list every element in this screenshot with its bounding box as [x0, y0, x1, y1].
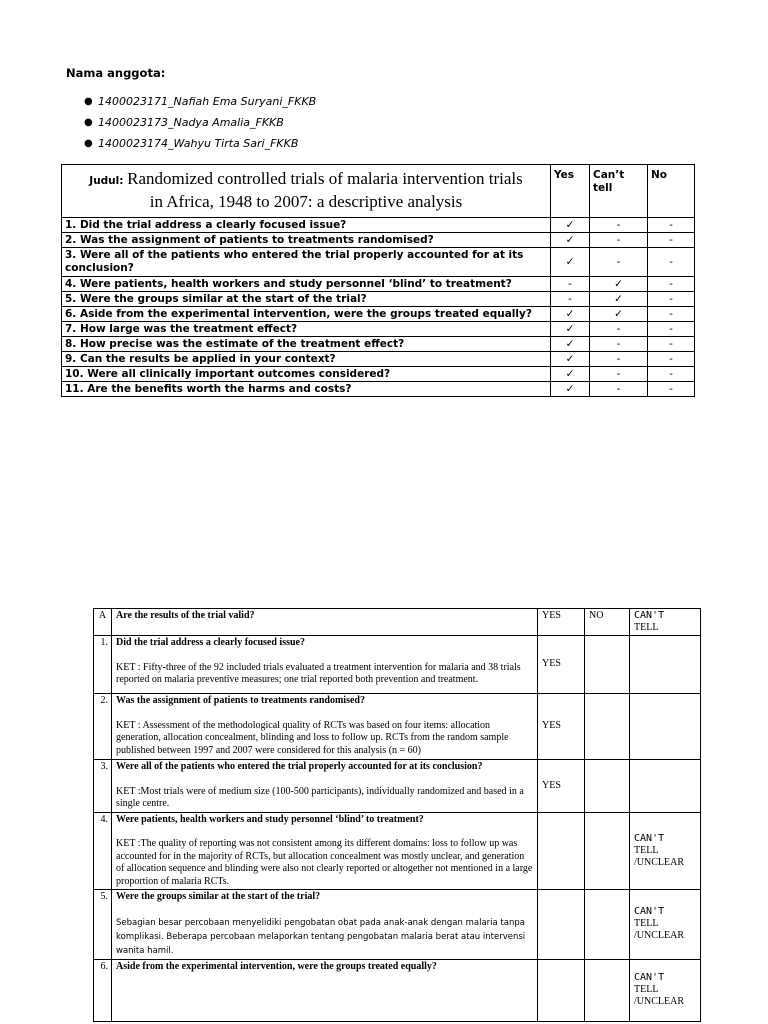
- no-cell: -: [648, 277, 695, 292]
- row-content: [112, 636, 538, 694]
- question-cell: 10. Were all clinically important outcomes considered?: [62, 367, 551, 382]
- question-cell: 4. Were patients, health workers and study personnel ‘blind’ to treatment?: [62, 277, 551, 292]
- question-cell: 2. Was the assignment of patients to treatments randomised?: [62, 233, 551, 248]
- tell-label: TELL: [634, 918, 659, 930]
- checklist-row: [62, 337, 695, 352]
- question-cell: 3. Were all of the patients who entered the trial properly accounted for at its conclusion?: [62, 248, 551, 277]
- cant-label: CAN'T: [634, 906, 665, 918]
- row-question: Was the assignment of patients to treatments randomised?: [116, 695, 365, 706]
- row-ket: Sebagian besar percobaan menyelidiki pengobatan obat pada anak-anak dengan malaria tanpa komplikasi. Beberapa percobaan melaporkan tentang pengobatan malaria berat atau intervensi wanita hamil.: [116, 917, 526, 956]
- member-name: 1400023173_Nadya Amalia_FKKB: [98, 116, 284, 129]
- yes-cell: ✓: [551, 218, 590, 233]
- row-no: [585, 959, 630, 1021]
- paper-title-line-2: in Africa, 1948 to 2007: a descriptive analysis: [149, 192, 463, 211]
- row-cant-tell: [630, 890, 701, 960]
- question-cell: 8. How precise was the estimate of the treatment effect?: [62, 337, 551, 352]
- appraisal-row: [94, 760, 701, 813]
- member-item: [84, 94, 316, 115]
- paper-title-line-1: Randomized controlled trials of malaria intervention trials: [127, 169, 523, 188]
- yes-cell: ✓: [551, 322, 590, 337]
- checklist-row: [62, 322, 695, 337]
- cant-tell-cell: -: [590, 233, 648, 248]
- row-question: Were all of the patients who entered the trial properly accounted for at its conclusion?: [116, 761, 483, 772]
- cant-tell-cell: -: [590, 352, 648, 367]
- cant-tell-cell: -: [590, 248, 648, 277]
- row-yes: [538, 959, 585, 1021]
- col-yes-header: Yes: [551, 165, 590, 218]
- row-content: [112, 760, 538, 813]
- unclear-label: /UNCLEAR: [634, 930, 684, 942]
- row-ket: KET :The quality of reporting was not consistent among its different domains: loss to follow up was accounted for in the majority of RCTs, but allocation concealment was mostly unclear, and generation of allocation sequence and blinding were also not clearly reported or altogether not mentioned in a large proportion of malaria RCTs.: [116, 838, 533, 887]
- row-content: [112, 959, 538, 1021]
- row-no: [585, 890, 630, 960]
- row-ket: KET : Fifty-three of the 92 included trials evaluated a treatment intervention for malaria and 38 trials reported on malaria preventive measures; one trial reported both prevention and treatment.: [116, 661, 521, 685]
- cant-label: CAN'T: [634, 972, 665, 983]
- section-question-text: Are the results of the trial valid?: [116, 610, 255, 621]
- header-yes: YES: [538, 609, 585, 636]
- row-content: [112, 812, 538, 890]
- row-number: 3.: [94, 760, 112, 813]
- row-content: [112, 890, 538, 960]
- header-tell-label: TELL: [634, 622, 659, 633]
- appraisal-row: [94, 694, 701, 760]
- judul-cell: [62, 165, 551, 218]
- member-name: 1400023171_Nafiah Ema Suryani_FKKB: [98, 95, 317, 108]
- row-question: Aside from the experimental intervention, were the groups treated equally?: [116, 960, 437, 972]
- section-letter: A: [94, 609, 112, 636]
- checklist-table: [61, 164, 695, 397]
- row-ket: KET :Most trials were of medium size (100-500 participants), individually randomized and based in a single centre.: [116, 785, 524, 809]
- yes-cell: ✓: [551, 248, 590, 277]
- header-no: NO: [585, 609, 630, 636]
- checklist-row: [62, 382, 695, 397]
- yes-cell: -: [551, 277, 590, 292]
- row-question: Were the groups similar at the start of the trial?: [116, 891, 321, 902]
- row-cant-tell: [630, 959, 701, 1021]
- yes-cell: ✓: [551, 382, 590, 397]
- row-cant-tell: [630, 760, 701, 813]
- checklist-row: [62, 248, 695, 277]
- row-number: 2.: [94, 694, 112, 760]
- yes-cell: ✓: [551, 307, 590, 322]
- row-number: 6.: [94, 959, 112, 1021]
- checklist-row: [62, 218, 695, 233]
- checklist-row: [62, 352, 695, 367]
- checklist-row: [62, 233, 695, 248]
- row-cant-tell: [630, 812, 701, 890]
- member-item: [84, 136, 316, 157]
- row-yes: YES: [538, 636, 585, 694]
- no-cell: -: [648, 382, 695, 397]
- col-cant-tell-header: Can’t tell: [590, 165, 648, 218]
- bullet-icon: ●: [84, 138, 93, 149]
- question-cell: 7. How large was the treatment effect?: [62, 322, 551, 337]
- row-no: [585, 694, 630, 760]
- tell-label: TELL: [634, 844, 659, 856]
- row-question: Were patients, health workers and study personnel ‘blind’ to treatment?: [116, 813, 424, 825]
- cant-tell-cell: ✓: [590, 277, 648, 292]
- appraisal-header-row: [94, 609, 701, 636]
- no-cell: -: [648, 233, 695, 248]
- unclear-label: /UNCLEAR: [634, 996, 684, 1007]
- member-name: 1400023174_Wahyu Tirta Sari_FKKB: [98, 137, 299, 150]
- appraisal-row: [94, 812, 701, 890]
- no-cell: -: [648, 367, 695, 382]
- row-yes: YES: [538, 694, 585, 760]
- row-no: [585, 636, 630, 694]
- cant-tell-cell: ✓: [590, 292, 648, 307]
- row-question: Did the trial address a clearly focused issue?: [116, 637, 305, 648]
- col-no-header: No: [648, 165, 695, 218]
- yes-cell: -: [551, 292, 590, 307]
- question-cell: 1. Did the trial address a clearly focused issue?: [62, 218, 551, 233]
- header-cant-label: CAN'T: [634, 610, 665, 621]
- judul-label: Judul:: [89, 175, 124, 187]
- cant-tell-cell: -: [590, 218, 648, 233]
- yes-cell: ✓: [551, 352, 590, 367]
- question-cell: 9. Can the results be applied in your context?: [62, 352, 551, 367]
- no-cell: -: [648, 322, 695, 337]
- yes-cell: ✓: [551, 233, 590, 248]
- header-cant-tell: [630, 609, 701, 636]
- row-no: [585, 812, 630, 890]
- row-yes: [538, 812, 585, 890]
- no-cell: -: [648, 352, 695, 367]
- checklist-row: [62, 292, 695, 307]
- cant-tell-cell: -: [590, 367, 648, 382]
- row-cant-tell: [630, 694, 701, 760]
- row-no: [585, 760, 630, 813]
- row-number: 1.: [94, 636, 112, 694]
- question-cell: 5. Were the groups similar at the start of the trial?: [62, 292, 551, 307]
- cant-label: CAN'T: [634, 832, 665, 844]
- appraisal-row: [94, 890, 701, 960]
- row-number: 4.: [94, 812, 112, 890]
- row-content: [112, 694, 538, 760]
- row-yes: [538, 890, 585, 960]
- appraisal-row: [94, 959, 701, 1021]
- checklist-row: [62, 277, 695, 292]
- row-cant-tell: [630, 636, 701, 694]
- cant-tell-cell: ✓: [590, 307, 648, 322]
- bullet-icon: ●: [84, 96, 93, 107]
- checklist-row: [62, 367, 695, 382]
- bullet-icon: ●: [84, 117, 93, 128]
- members-title: Nama anggota:: [66, 66, 166, 80]
- members-list: [84, 94, 316, 157]
- checklist-header-row: [62, 165, 695, 218]
- no-cell: -: [648, 337, 695, 352]
- cant-tell-cell: -: [590, 337, 648, 352]
- cant-tell-cell: -: [590, 322, 648, 337]
- no-cell: -: [648, 218, 695, 233]
- cant-tell-cell: -: [590, 382, 648, 397]
- no-cell: -: [648, 307, 695, 322]
- question-cell: 6. Aside from the experimental intervention, were the groups treated equally?: [62, 307, 551, 322]
- row-yes: YES: [538, 760, 585, 813]
- appraisal-row: [94, 636, 701, 694]
- question-cell: 11. Are the benefits worth the harms and costs?: [62, 382, 551, 397]
- member-item: [84, 115, 316, 136]
- row-ket: KET : Assessment of the methodological quality of RCTs was based on four items: allocation generation, allocation concealment, blinding and loss to follow up. RCTs from the random sample published between 1997 and 2007 were considered for this analysis (n = 60): [116, 719, 509, 756]
- yes-cell: ✓: [551, 337, 590, 352]
- row-number: 5.: [94, 890, 112, 960]
- no-cell: -: [648, 292, 695, 307]
- tell-label: TELL: [634, 984, 659, 995]
- unclear-label: /UNCLEAR: [634, 856, 684, 868]
- yes-cell: ✓: [551, 367, 590, 382]
- no-cell: -: [648, 248, 695, 277]
- appraisal-table: [93, 608, 701, 1022]
- section-question: [112, 609, 538, 636]
- checklist-row: [62, 307, 695, 322]
